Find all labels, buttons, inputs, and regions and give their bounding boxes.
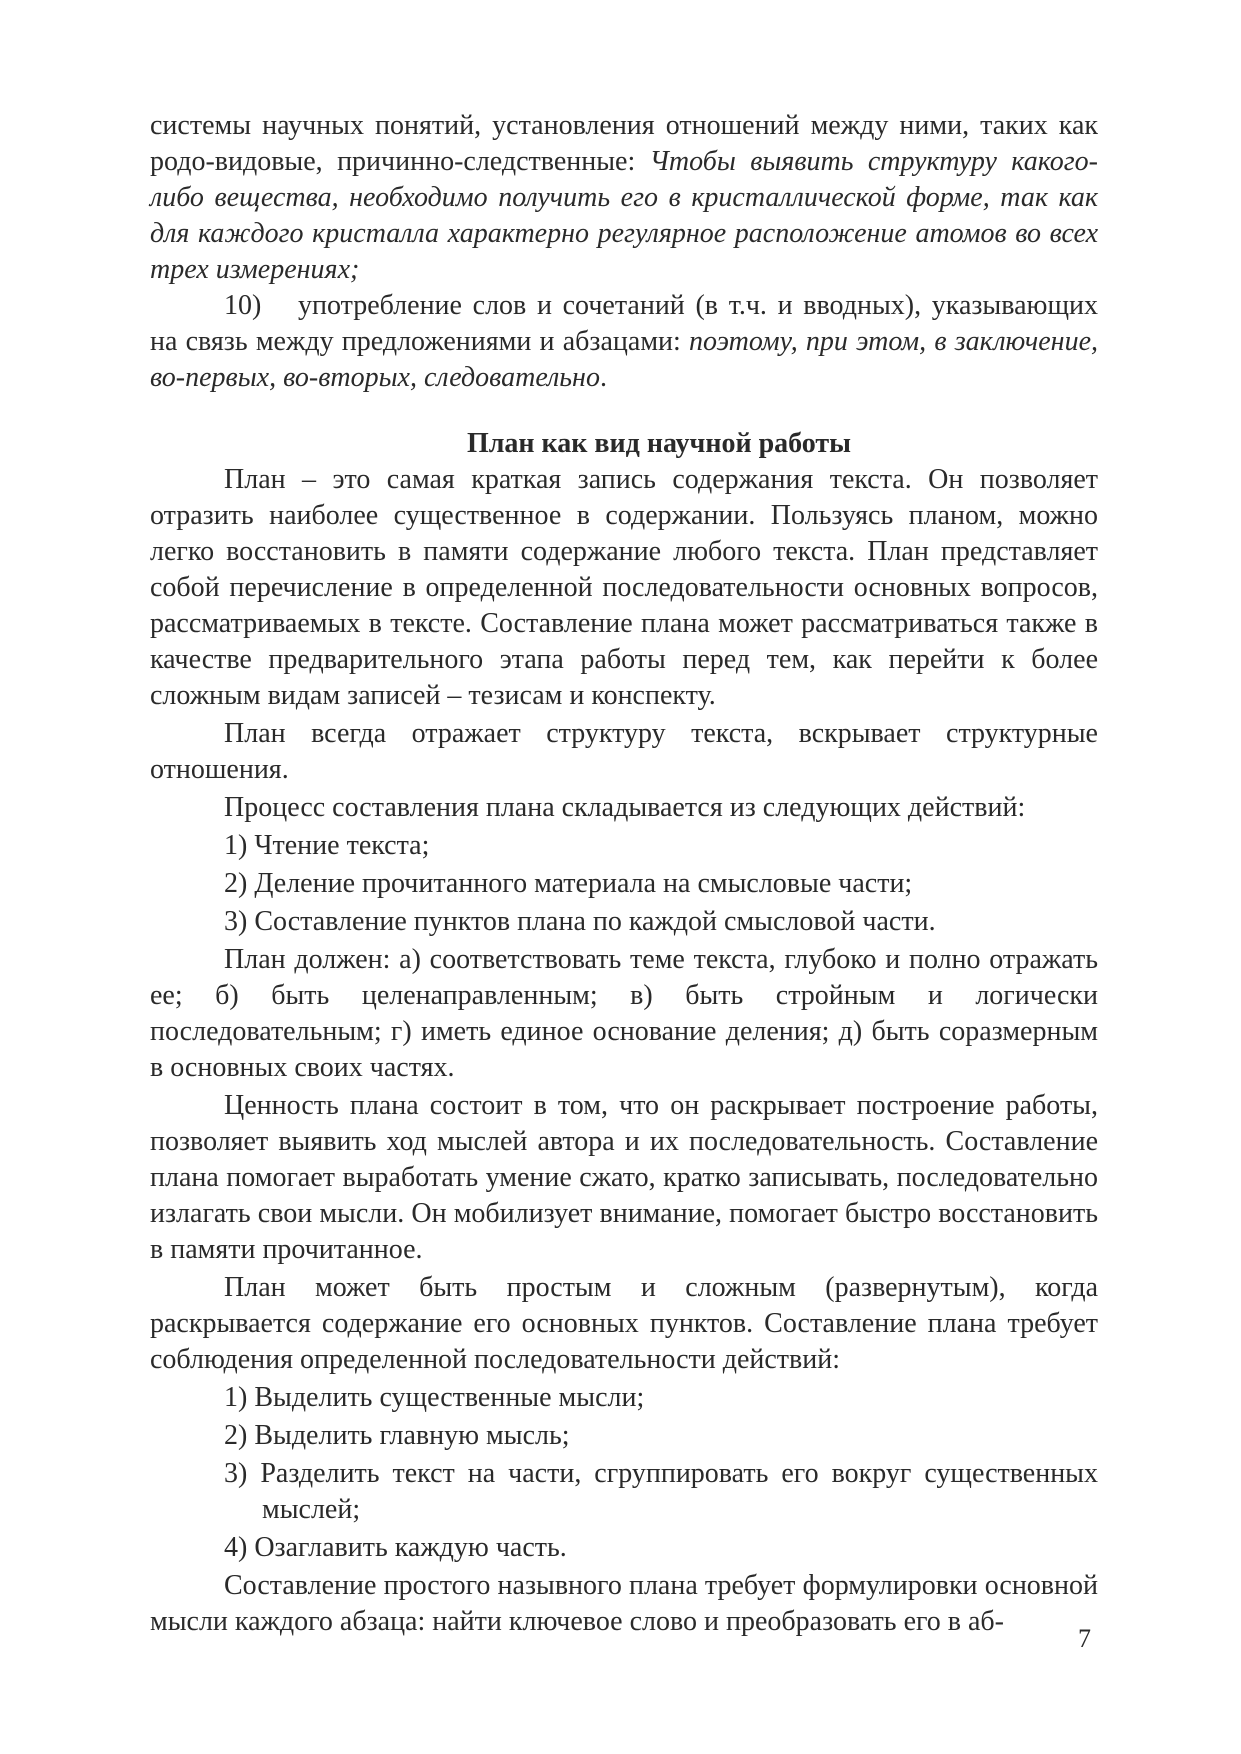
paragraph-plan-structure: План всегда отражает структуру текста, вскрывает структурные отношения.: [150, 718, 1098, 785]
paragraph-plan-types: План может быть простым и сложным (развернутым), когда раскрывается содержание его основных пунктов. Составление плана требует соблюдения определенной последовательности действий:: [150, 1272, 1098, 1375]
page-number: 7: [1078, 1624, 1091, 1653]
list-item: 2) Деление прочитанного материала на смысловые части;: [224, 868, 913, 899]
list-item-text: употребление слов и сочетаний (в т.ч. и вводных), указывающих на связь между предложениями и абзацами:: [150, 290, 1098, 357]
list-item: 1) Выделить существенные мысли;: [224, 1382, 645, 1413]
paragraph-text: системы научных понятий, установления отношений между ними, таких как родо-видовые, причинно-следственные:: [150, 110, 1098, 177]
paragraph-simple-plan: Составление простого назывного плана требует формулировки основной мысли каждого абзаца: найти ключевое слово и преобразовать его в аб-: [150, 1570, 1098, 1637]
italic-example-text: Чтобы выявить структуру какого-либо вещества, необходимо получить его в кристаллической форме, так как для каждого кристалла характерно регулярное расположение атомов во всех трех измерениях;: [150, 146, 1098, 285]
paragraph-scientific-concepts: [150, 108, 1098, 288]
list-number: 10): [224, 290, 262, 321]
list-item-10: [150, 288, 1098, 396]
list-item: 3) Разделить текст на части, сгруппировать его вокруг существенных мыслей;: [224, 1458, 1098, 1525]
section-heading: План как вид научной работы: [466, 428, 852, 459]
paragraph-plan-requirements: План должен: а) соответствовать теме текста, глубоко и полно отражать ее; б) быть целенаправленным; в) быть стройным и логически последовательным; г) иметь единое основание деления; д) быть соразмерным в основных своих частях.: [150, 944, 1098, 1083]
italic-example-text: поэтому, при этом, в заключение, во-первых, во-вторых, следовательно: [150, 326, 1098, 393]
paragraph-plan-definition: План – это самая краткая запись содержания текста. Он позволяет отразить наиболее существенное в содержании. Пользуясь планом, можно легко восстановить в памяти содержание любого текста. План представляет собой перечисление в определенной последовательности основных вопросов, рассматриваемых в тексте. Составление плана может рассматриваться также в качестве предварительного этапа работы перед тем, как перейти к более сложным видам записей – тезисам и конспекту.: [150, 464, 1098, 711]
list-item: 4) Озаглавить каждую часть.: [224, 1532, 567, 1563]
list-item-end: .: [599, 362, 607, 393]
list-item: 2) Выделить главную мысль;: [224, 1420, 570, 1451]
paragraph-plan-process: Процесс составления плана складывается из следующих действий:: [224, 792, 1026, 823]
list-item: 1) Чтение текста;: [224, 830, 430, 861]
paragraph-plan-value: Ценность плана состоит в том, что он раскрывает построение работы, позволяет выявить ход мыслей автора и их последовательность. Составление плана помогает выработать умение сжато, кратко записывать, последовательно излагать свои мысли. Он мобилизует внимание, помогает быстро восстановить в памяти прочитанное.: [150, 1090, 1098, 1265]
list-item: 3) Составление пунктов плана по каждой смысловой части.: [224, 906, 936, 937]
document-page: [150, 108, 1098, 1640]
